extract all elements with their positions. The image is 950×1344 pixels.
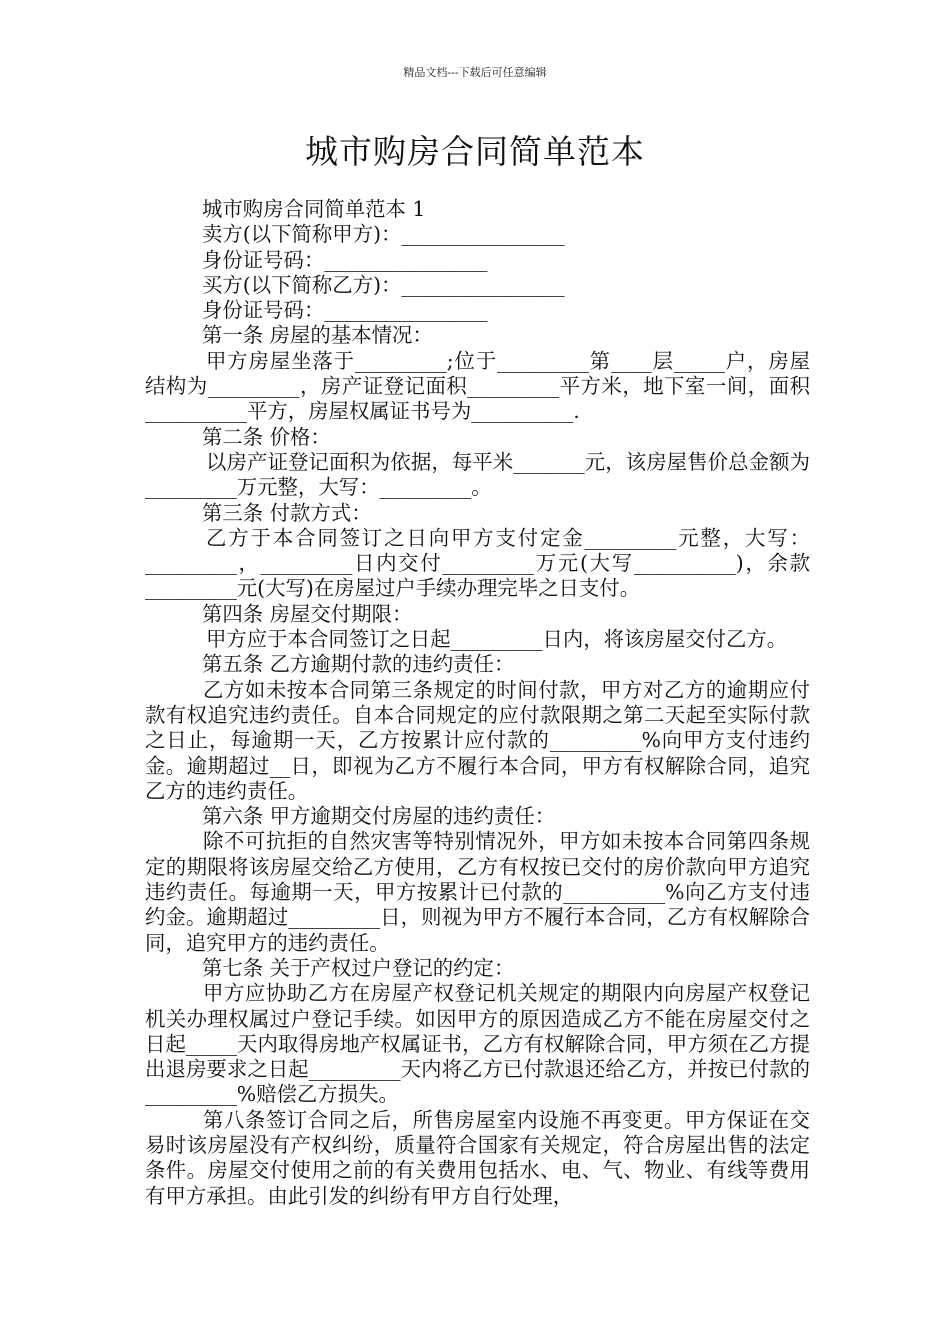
article-4-heading: 第四条 房屋交付期限： (202, 601, 413, 626)
article-2-text: 以房产证登记面积为依据，每平米_______元，该房屋售价总金额为_________万元整，大写：_________。 (145, 449, 810, 500)
article-3-heading: 第三条 付款方式： (202, 500, 372, 525)
article-1-heading: 第一条 房屋的基本情况： (202, 323, 433, 348)
seller-line: 卖方(以下简称甲方)：________________ (202, 222, 565, 247)
article-5-heading: 第五条 乙方逾期付款的违约责任： (202, 652, 515, 677)
contract-subtitle: 城市购房合同简单范本 1 (202, 197, 426, 221)
article-6-text: 除不可抗拒的自然灾害等特别情况外，甲方如未按本合同第四条规定的期限将该房屋交给乙方使用，乙方有权按已交付的房价款向甲方追究违约责任。每逾期一天，甲方按累计已付款的__________%向乙方支付违约金。逾期超过_________日，则视为甲方不履行本合同，乙方有权解除合同，追究甲方的违约责任。 (145, 829, 810, 955)
article-7-text: 甲方应协助乙方在房屋产权登记机关规定的期限内向房屋产权登记机关办理权属过户登记手续。如因甲方的原因造成乙方不能在房屋交付之日起_____天内取得房地产权属证书，乙方有权解除合同，甲方须在乙方提出退房要求之日起_________天内将乙方已付款退还给乙方，并按已付款的_________%赔偿乙方损失。 (145, 981, 810, 1107)
seller-id-line: 身份证号码：________________ (202, 247, 488, 272)
header-note: 精品文档---下载后可任意编辑 (403, 66, 547, 79)
article-4-text: 甲方应于本合同签订之日起_________日内，将该房屋交付乙方。 (206, 627, 788, 652)
article-3-text: 乙方于本合同签订之日向甲方支付定金_________元整，大写：_________，_________日内交付_________万元(大写__________)，余款_________元(大写)在房屋过户手续办理完毕之日支付。 (145, 525, 810, 601)
article-2-heading: 第二条 价格： (202, 424, 331, 449)
buyer-id-line: 身份证号码：________________ (202, 298, 488, 323)
article-1-text: 甲方房屋坐落于_________;位于_________第____层_____户，房屋结构为_________，房产证登记面积_________平方米，地下室一间，面积__________平方，房屋权属证书号为__________. (145, 348, 810, 424)
buyer-line: 买方(以下简称乙方)：________________ (202, 272, 565, 297)
article-8-text: 第八条签订合同之后，所售房屋室内设施不再变更。甲方保证在交易时该房屋没有产权纠纷，质量符合国家有关规定，符合房屋出售的法定条件。房屋交付使用之前的有关费用包括水、电、气、物业、有线等费用有甲方承担。由此引发的纠纷有甲方自行处理， (145, 1107, 810, 1208)
article-5-text: 乙方如未按本合同第三条规定的时间付款，甲方对乙方的逾期应付款有权追究违约责任。自本合同规定的应付款限期之第二天起至实际付款之日止，每逾期一天，乙方按累计应付款的_________%向甲方支付违约金。逾期超过__日，即视为乙方不履行本合同，甲方有权解除合同，追究乙方的违约责任。 (145, 677, 810, 803)
contract-body (145, 197, 810, 1209)
article-6-heading: 第六条 甲方逾期交付房屋的违约责任： (202, 804, 556, 829)
article-7-heading: 第七条 关于产权过户登记的约定： (202, 955, 515, 980)
page-title: 城市购房合同简单范本 (305, 132, 645, 171)
